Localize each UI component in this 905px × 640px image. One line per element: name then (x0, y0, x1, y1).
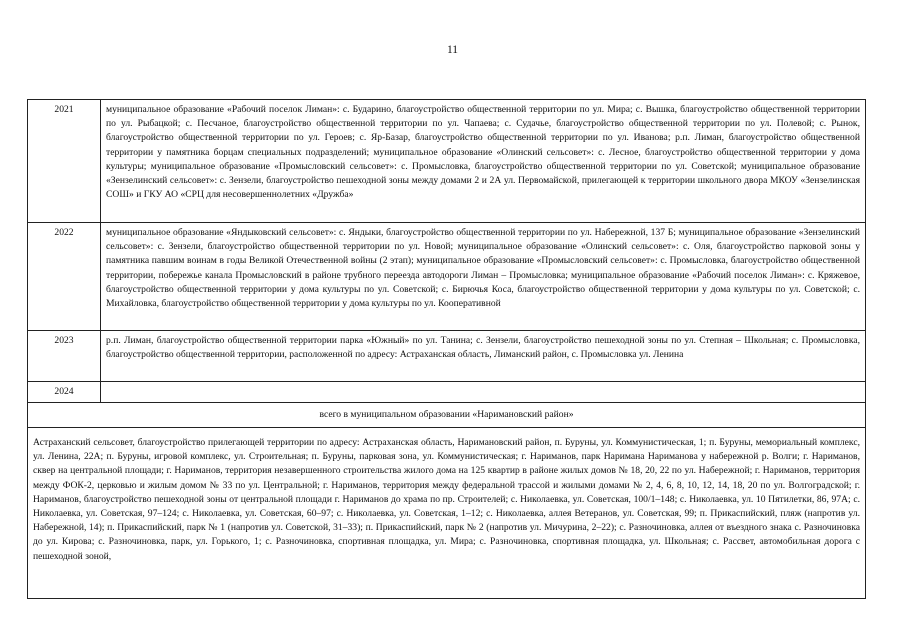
year-cell: 2022 (28, 223, 101, 331)
total-heading: всего в муниципальном образовании «Наримановский район» (28, 403, 866, 428)
year-cell: 2023 (28, 331, 101, 382)
table-row (28, 428, 866, 599)
description-cell: Астраханский сельсовет, благоустройство прилегающей территории по адресу: Астраханская область, Наримановский район, п. Буруны, ул. Коммунистическая, 1; п. Буруны, мемориальный комплекс, ул. Ленина, 22А; п. Буруны, игровой комплекс, ул. Строительная; п. Буруны, парковая зона, ул. Коммунистическая; г. Нариманов, парк Наримана Нариманова у набережной р. Волги; г. Нариманов, сквер на центральной площади; г. Нариманов, территория незавершенного строительства жилого дома на 125 квартир в районе жилых домов № 18, 20, 22 по ул. Набережной; г. Нариманов, территория между ФОК-2, церковью и жилым домом № 33 по ул. Центральной; г. Нариманов, территория между федеральной трассой и жилыми домами № 2, 4, 6, 8, 10, 12, 14, 18, 20 по ул. Волгоградской; г. Нариманов, благоустройство пешеходной зоны от центральной площади г. Нариманов до храма по пр. Строителей; с. Николаевка, ул. Советская, 100/1–148; с. Николаевка, ул. 10 Пятилетки, 86, 97А; с. Николаевка, ул. Советская, 97–124; с. Николаевка, ул. Советская, 60–97; с. Николаевка, ул. Советская, 1–12; с. Николаевка, аллея Ветеранов, ул. Советская, 99; п. Прикаспийский, пляж (напротив ул. Набережной, 14); п. Прикаспийский, парк № 1 (напротив ул. Советской, 31–33); п. Прикаспийский, парк № 2 (напротив ул. Мичурина, 2–22); с. Разночиновка, аллея от въездного знака с. Разночиновка до ул. Кирова; с. Разночиновка, парк, ул. Горького, 1; с. Разночиновка, спортивная площадка, ул. Мира; с. Разночиновка, спортивная площадка, ул. Школьная; с. Рассвет, автомобильная дорога с пешеходной зоной, (28, 428, 866, 599)
improvement-table (27, 99, 866, 599)
page-number: 11 (446, 44, 459, 56)
description-cell: р.п. Лиман, благоустройство общественной территории парка «Южный» по ул. Танина; с. Зензели, благоустройство пешеходной зоны по ул. Степная – Школьная; с. Промысловка, благоустройство общественной территории, расположенной по адресу: Астраханская область, Лиманский район, с. Промысловка ул. Ленина (101, 331, 866, 382)
description-cell: муниципальное образование «Рабочий поселок Лиман»: с. Бударино, благоустройство общественной территории по ул. Мира; с. Вышка, благоустройство общественной территории по ул. Рыбацкой; с. Песчаное, благоустройство общественной территории по ул. Чапаева; с. Судачье, благоустройство общественной территории по ул. Полевой; с. Рынок, благоустройство общественной территории по ул. Героев; с. Яр-Базар, благоустройство общественной территории по ул. Иванова; р.п. Лиман, благоустройство общественной территории у памятника борцам специальных подразделений; муниципальное образование «Олинский сельсовет»: с. Лесное, благоустройство общественной территории у дома культуры; муниципальное образование «Промысловский сельсовет»: с. Промысловка, благоустройство общественной территории по ул. Советской; муниципальное образование «Зензелинский сельсовет»: с. Зензели, благоустройство пешеходной зоны между домами 2 и 2А ул. Первомайской, прилегающей к территории школьного двора МКОУ «Зензелинская СОШ» и ГКУ АО «СРЦ для несовершеннолетних «Дружба» (101, 100, 866, 223)
table-row (28, 382, 866, 403)
table-row (28, 331, 866, 382)
table-row (28, 223, 866, 331)
table-row (28, 100, 866, 223)
year-cell: 2021 (28, 100, 101, 223)
description-cell (101, 382, 866, 403)
total-row (28, 403, 866, 428)
year-cell: 2024 (28, 382, 101, 403)
description-cell: муниципальное образование «Яндыковский сельсовет»: с. Яндыки, благоустройство общественной территории по ул. Набережной, 137 Б; муниципальное образование «Зензелинский сельсовет»: с. Зензели, благоустройство общественной территории по ул. Новой; муниципальное образование «Олинский сельсовет»: с. Оля, благоустройство парковой зоны у памятника павшим воинам в годы Великой Отечественной войны (2 этап); муниципальное образование «Промысловский сельсовет»: с. Промысловка, благоустройство общественной территории, побережье канала Промысловский в районе трубного переезда автодороги Лиман – Промысловка; муниципальное образование «Рабочий поселок Лиман»: с. Кряжевое, благоустройство общественной территории у дома культуры по ул. Советской; с. Бирючья Коса, благоустройство общественной территории у дома культуры по ул. Советской; с. Михайловка, благоустройство общественной территории у дома культуры по ул. Кооперативной (101, 223, 866, 331)
